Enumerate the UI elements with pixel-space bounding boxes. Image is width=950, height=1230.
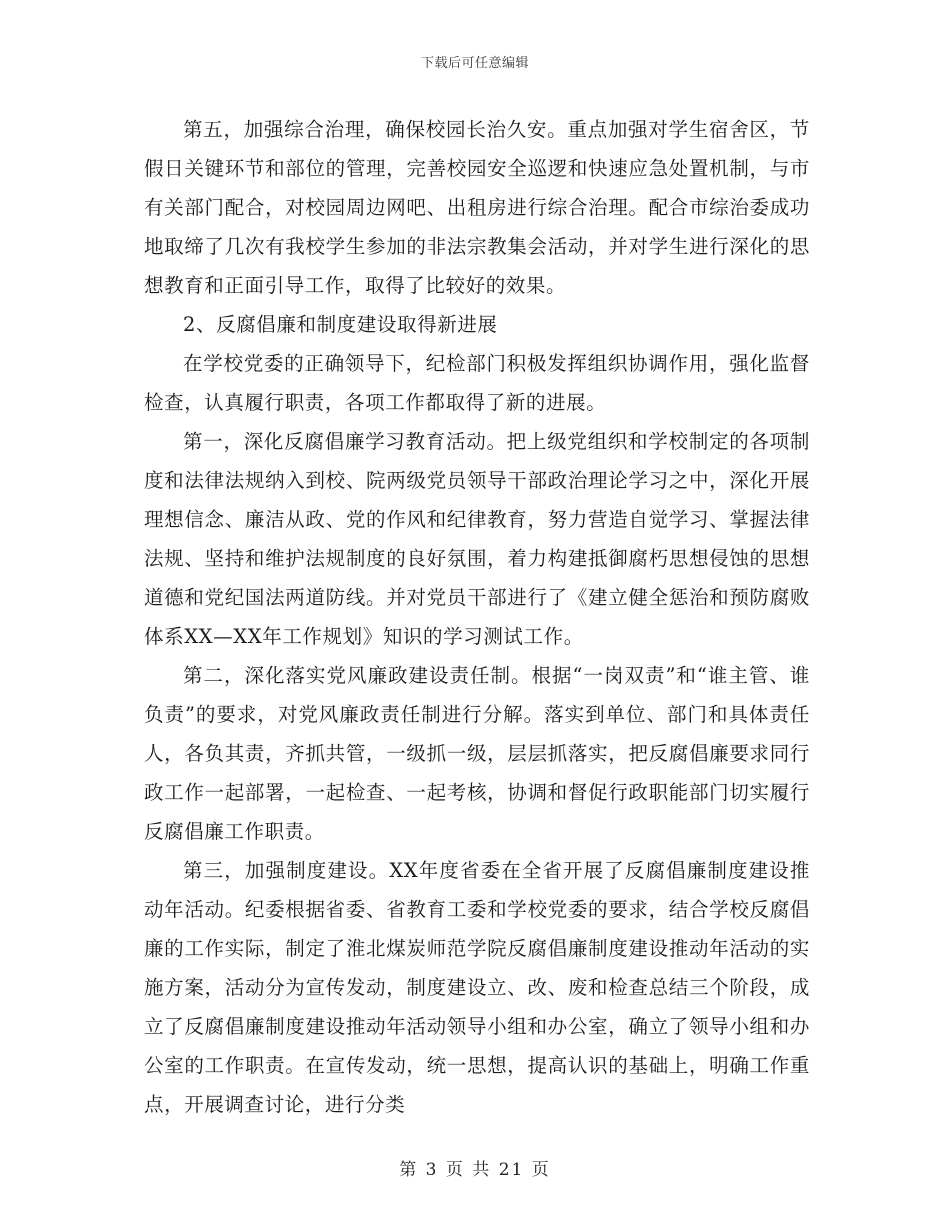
paragraph-second-point: 第二，深化落实党风廉政建设责任制。根据“一岗双责”和“谁主管、谁负责”的要求，对党风廉政责任制进行分解。落实到单位、部门和具体责任人，各负其责，齐抓共管，一级抓一级，层层抓落实，把反腐倡廉要求同行政工作一起部署，一起检查、一起考核，协调和督促行政职能部门切实履行反腐倡廉工作职责。 [144,664,810,843]
paragraph-third-point: 第三，加强制度建设。XX年度省委在全省开展了反腐倡廉制度建设推动年活动。纪委根据省委、省教育工委和学校党委的要求，结合学校反腐倡廉的工作实际，制定了淮北煤炭师范学院反腐倡廉制度建设推动年活动的实施方案，活动分为宣传发动，制度建设立、改、废和检查总结三个阶段，成立了反腐倡廉制度建设推动年活动领导小组和办公室，确立了领导小组和办公室的工作职责。在宣传发动，统一思想，提高认识的基础上，明确工作重点，开展调查讨论，进行分类 [144,859,810,1116]
paragraph-first-point: 第一，深化反腐倡廉学习教育活动。把上级党组织和学校制定的各项制度和法律法规纳入到校、院两级党员领导干部政治理论学习之中，深化开展理想信念、廉洁从政、党的作风和纪律教育，努力营造自觉学习、掌握法律法规、坚持和维护法规制度的良好氛围，着力构建抵御腐朽思想侵蚀的思想道德和党纪国法两道防线。并对党员干部进行了《建立健全惩治和预防腐败体系XX—XX年工作规划》知识的学习测试工作。 [144,430,810,648]
document-body [144,110,810,1124]
section-heading: 2、反腐倡廉和制度建设取得新进展 [183,313,498,336]
page-footer: 第 3 页 共 21 页 [399,1160,551,1180]
page-header: 下载后可任意编辑 [420,56,529,71]
paragraph-fifth-point: 第五，加强综合治理，确保校园长治久安。重点加强对学生宿舍区，节假日关键环节和部位的管理，完善校园安全巡逻和快速应急处置机制，与市有关部门配合，对校园周边网吧、出租房进行综合治理。配合市综治委成功地取缔了几次有我校学生参加的非法宗教集会活动，并对学生进行深化的思想教育和正面引导工作，取得了比较好的效果。 [144,118,810,297]
paragraph-intro: 在学校党委的正确领导下，纪检部门积极发挥组织协调作用，强化监督检查，认真履行职责，各项工作都取得了新的进展。 [144,352,810,414]
